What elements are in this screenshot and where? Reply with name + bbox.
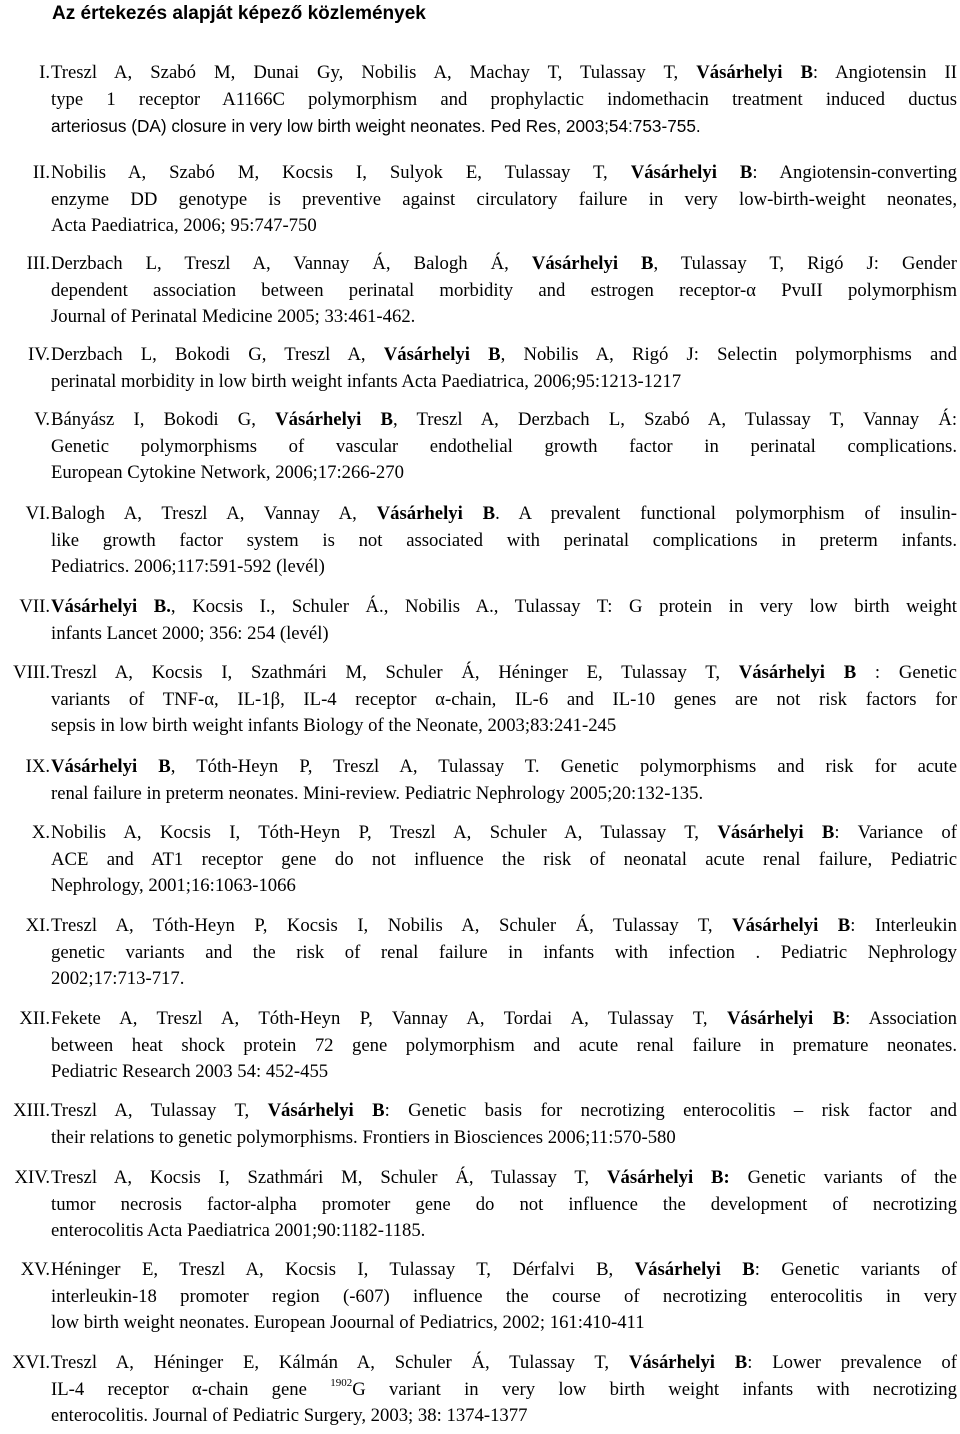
reference-line bbox=[51, 1257, 957, 1284]
reference-text: , Nobilis A, Rigó J: Selectin polymorphisms and bbox=[500, 344, 957, 365]
reference-text: , Tóth-Heyn P, Treszl A, Tulassay T. Genetic polymorphisms and risk for acute bbox=[170, 756, 958, 777]
reference-number: XIII. bbox=[13, 1100, 50, 1121]
reference-line: 2002;17:713-717. bbox=[51, 968, 185, 989]
reference-line bbox=[51, 407, 957, 434]
reference-authors: Treszl A, Szabó M, Dunai Gy, Nobilis A, Machay T, Tulassay T, bbox=[51, 62, 697, 83]
reference-authors: Treszl A, Tóth-Heyn P, Kocsis I, Nobilis A, Schuler Á, Tulassay T, bbox=[51, 915, 733, 936]
highlighted-author: Vásárhelyi B bbox=[717, 822, 835, 843]
reference-line: between heat shock protein 72 gene polymorphism and acute renal failure in premature neonates. bbox=[51, 1034, 957, 1056]
reference-authors: Treszl A, Kocsis I, Szathmári M, Schuler Á, Tulassay T, bbox=[51, 1167, 607, 1188]
reference-line: renal failure in preterm neonates. Mini-review. Pediatric Nephrology 2005;20:132-135. bbox=[51, 782, 704, 804]
reference-text: : Genetic bbox=[856, 662, 957, 683]
highlighted-author: Vásárhelyi B bbox=[738, 662, 857, 683]
reference-authors: Derzbach L, Bokodi G, Treszl A, bbox=[51, 344, 384, 365]
reference-line: variants of TNF-α, IL-1β, IL-4 receptor α-chain, IL-6 and IL-10 genes are not risk factors for bbox=[51, 688, 957, 710]
reference-item bbox=[0, 1098, 957, 1151]
reference-text: : Genetic variants of bbox=[754, 1259, 957, 1280]
reference-line: ACE and AT1 receptor gene do not influence the risk of neonatal acute renal failure, Pediatric bbox=[51, 848, 957, 870]
reference-number: XI. bbox=[25, 915, 50, 936]
reference-line: Nephrology, 2001;16:1063-1066 bbox=[51, 875, 296, 896]
reference-number: V. bbox=[34, 409, 50, 430]
reference-line bbox=[51, 1350, 957, 1377]
reference-line bbox=[51, 754, 957, 781]
highlighted-author: Vásárhelyi B. bbox=[51, 596, 171, 617]
reference-line: tumor necrosis factor-alpha promoter gene do not influence the development of necrotizing bbox=[51, 1193, 957, 1215]
reference-line bbox=[51, 913, 957, 940]
reference-text: G variant in very low birth weight infants with necrotizing bbox=[352, 1378, 957, 1400]
reference-text: : Genetic basis for necrotizing enterocolitis – risk factor and bbox=[384, 1100, 957, 1121]
reference-text: : Angiotensin II bbox=[812, 62, 957, 83]
reference-line: infants Lancet 2000; 356: 254 (levél) bbox=[51, 622, 329, 644]
reference-text: . A prevalent functional polymorphism of insulin- bbox=[495, 503, 957, 524]
reference-line: their relations to genetic polymorphisms. Frontiers in Biosciences 2006;11:570-580 bbox=[51, 1126, 676, 1148]
highlighted-author: Vásárhelyi B bbox=[630, 162, 753, 183]
reference-line: enterocolitis Acta Paediatrica 2001;90:1182-1185. bbox=[51, 1220, 426, 1241]
reference-number: VIII. bbox=[13, 662, 50, 683]
reference-line: European Cytokine Network, 2006;17:266-270 bbox=[51, 462, 404, 483]
reference-number: XIV. bbox=[14, 1167, 50, 1188]
highlighted-author: Vásárhelyi B bbox=[275, 409, 393, 430]
reference-line bbox=[51, 60, 957, 87]
reference-item bbox=[0, 407, 957, 487]
reference-item bbox=[0, 660, 957, 740]
reference-line bbox=[51, 820, 957, 847]
reference-item bbox=[0, 594, 957, 647]
reference-authors: Balogh A, Treszl A, Vannay A, bbox=[51, 503, 377, 524]
reference-text: , Kocsis I., Schuler Á., Nobilis A., Tulassay T: G protein in very low birth weight bbox=[170, 596, 958, 617]
reference-number: II. bbox=[32, 162, 50, 183]
reference-line: arteriosus (DA) closure in very low birth weight neonates. Ped Res, 2003;54:753-755. bbox=[51, 116, 701, 136]
reference-number: VII. bbox=[19, 596, 50, 617]
reference-line: type 1 receptor A1166C polymorphism and prophylactic indomethacin treatment induced ductus bbox=[51, 88, 957, 110]
reference-item bbox=[0, 501, 957, 581]
reference-text: : Variance of bbox=[834, 822, 957, 843]
reference-authors: Derzbach L, Treszl A, Vannay Á, Balogh Á, bbox=[51, 253, 532, 274]
reference-line bbox=[51, 1377, 957, 1404]
highlighted-author: Vásárhelyi B bbox=[267, 1100, 385, 1121]
page-heading: Az értekezés alapját képező közlemények bbox=[52, 3, 426, 24]
highlighted-author: Vásárhelyi B: bbox=[606, 1167, 730, 1188]
highlighted-author: Vásárhelyi B bbox=[376, 503, 496, 524]
reference-number: XV. bbox=[20, 1259, 50, 1280]
reference-line bbox=[51, 1006, 957, 1033]
reference-item bbox=[0, 251, 957, 331]
reference-line: perinatal morbidity in low birth weight infants Acta Paediatrica, 2006;95:1213-1217 bbox=[51, 370, 682, 392]
highlighted-author: Vásárhelyi B bbox=[51, 756, 171, 777]
reference-item bbox=[0, 754, 957, 807]
reference-item bbox=[0, 342, 957, 395]
reference-line bbox=[51, 1165, 957, 1192]
reference-number: XII. bbox=[19, 1008, 50, 1029]
highlighted-author: Vásárhelyi B bbox=[634, 1259, 755, 1280]
highlighted-author: Vásárhelyi B bbox=[732, 915, 851, 936]
reference-number: IV. bbox=[28, 344, 50, 365]
reference-item bbox=[0, 820, 957, 900]
reference-line bbox=[51, 1098, 957, 1125]
reference-item bbox=[0, 913, 957, 993]
reference-text: , Treszl A, Derzbach L, Szabó A, Tulassay T, Vannay Á: bbox=[392, 409, 958, 430]
reference-line: genetic variants and the risk of renal failure in infants with infection . Pediatric Nephrology bbox=[51, 941, 957, 963]
reference-line: like growth factor system is not associated with perinatal complications in preterm infants. bbox=[51, 529, 957, 551]
reference-authors: Bányász I, Bokodi G, bbox=[51, 409, 276, 430]
reference-number: X. bbox=[31, 822, 50, 843]
reference-line bbox=[51, 594, 957, 621]
highlighted-author: Vásárhelyi B bbox=[383, 344, 501, 365]
highlighted-author: Vásárhelyi B bbox=[696, 62, 813, 83]
reference-number: VI. bbox=[25, 503, 50, 524]
reference-item bbox=[0, 1350, 957, 1430]
reference-line bbox=[51, 342, 957, 369]
reference-item bbox=[0, 1165, 957, 1245]
reference-line: Acta Paediatrica, 2006; 95:747-750 bbox=[51, 215, 317, 236]
reference-text: : Interleukin bbox=[850, 915, 957, 936]
reference-line: interleukin-18 promoter region (-607) influence the course of necrotizing enterocolitis in very bbox=[51, 1285, 957, 1307]
reference-line: Genetic polymorphisms of vascular endothelial growth factor in perinatal complications. bbox=[51, 435, 957, 457]
reference-authors: Treszl A, Tulassay T, bbox=[51, 1100, 268, 1121]
reference-authors: Nobilis A, Kocsis I, Tóth-Heyn P, Treszl A, Schuler A, Tulassay T, bbox=[51, 822, 718, 843]
reference-line: enzyme DD genotype is preventive against circulatory failure in very low-birth-weight neonates, bbox=[51, 188, 957, 210]
reference-item bbox=[0, 60, 957, 140]
reference-line: Journal of Perinatal Medicine 2005; 33:461-462. bbox=[51, 306, 416, 327]
reference-text: : Angiotensin-converting bbox=[752, 162, 958, 183]
highlighted-author: Vásárhelyi B bbox=[727, 1008, 846, 1029]
reference-line: Pediatric Research 2003 54: 452-455 bbox=[51, 1061, 329, 1082]
reference-authors: Fekete A, Treszl A, Tóth-Heyn P, Vannay A, Tordai A, Tulassay T, bbox=[51, 1008, 728, 1029]
reference-text: : Lower prevalence of bbox=[747, 1352, 957, 1373]
reference-item bbox=[0, 160, 957, 240]
reference-number: XVI. bbox=[12, 1352, 50, 1373]
reference-text: Genetic variants of the bbox=[729, 1167, 957, 1188]
reference-item bbox=[0, 1006, 957, 1086]
reference-text: IL-4 receptor α-chain gene bbox=[51, 1378, 331, 1400]
reference-line bbox=[51, 660, 957, 687]
reference-line: Pediatrics. 2006;117:591-592 (levél) bbox=[51, 556, 325, 577]
reference-line bbox=[51, 160, 957, 187]
reference-authors: Treszl A, Kocsis I, Szathmári M, Schuler Á, Héninger E, Tulassay T, bbox=[51, 662, 739, 683]
reference-text: , Tulassay T, Rigó J: Gender bbox=[653, 253, 957, 274]
reference-line: sepsis in low birth weight infants Biology of the Neonate, 2003;83:241-245 bbox=[51, 715, 617, 736]
reference-line: enterocolitis. Journal of Pediatric Surgery, 2003; 38: 1374-1377 bbox=[51, 1405, 528, 1426]
reference-authors: Treszl A, Héninger E, Kálmán A, Schuler Á, Tulassay T, bbox=[51, 1352, 629, 1373]
reference-number: I. bbox=[39, 62, 50, 83]
reference-line: low birth weight neonates. European Joournal of Pediatrics, 2002; 161:410-411 bbox=[51, 1312, 645, 1333]
highlighted-author: Vásárhelyi B bbox=[531, 253, 654, 274]
reference-line bbox=[51, 251, 957, 278]
reference-line: dependent association between perinatal morbidity and estrogen receptor-α PvuII polymorphism bbox=[51, 279, 957, 301]
reference-text: : Association bbox=[845, 1008, 957, 1029]
highlighted-author: Vásárhelyi B bbox=[628, 1352, 748, 1373]
reference-item bbox=[0, 1257, 957, 1337]
reference-line bbox=[51, 501, 957, 528]
reference-authors: Nobilis A, Szabó M, Kocsis I, Sulyok E, Tulassay T, bbox=[51, 162, 631, 183]
reference-number: IX. bbox=[25, 756, 50, 777]
reference-authors: Héninger E, Treszl A, Kocsis I, Tulassay T, Dérfalvi B, bbox=[51, 1259, 635, 1280]
superscript-position: 1902 bbox=[330, 1376, 353, 1389]
reference-number: III. bbox=[26, 253, 50, 274]
